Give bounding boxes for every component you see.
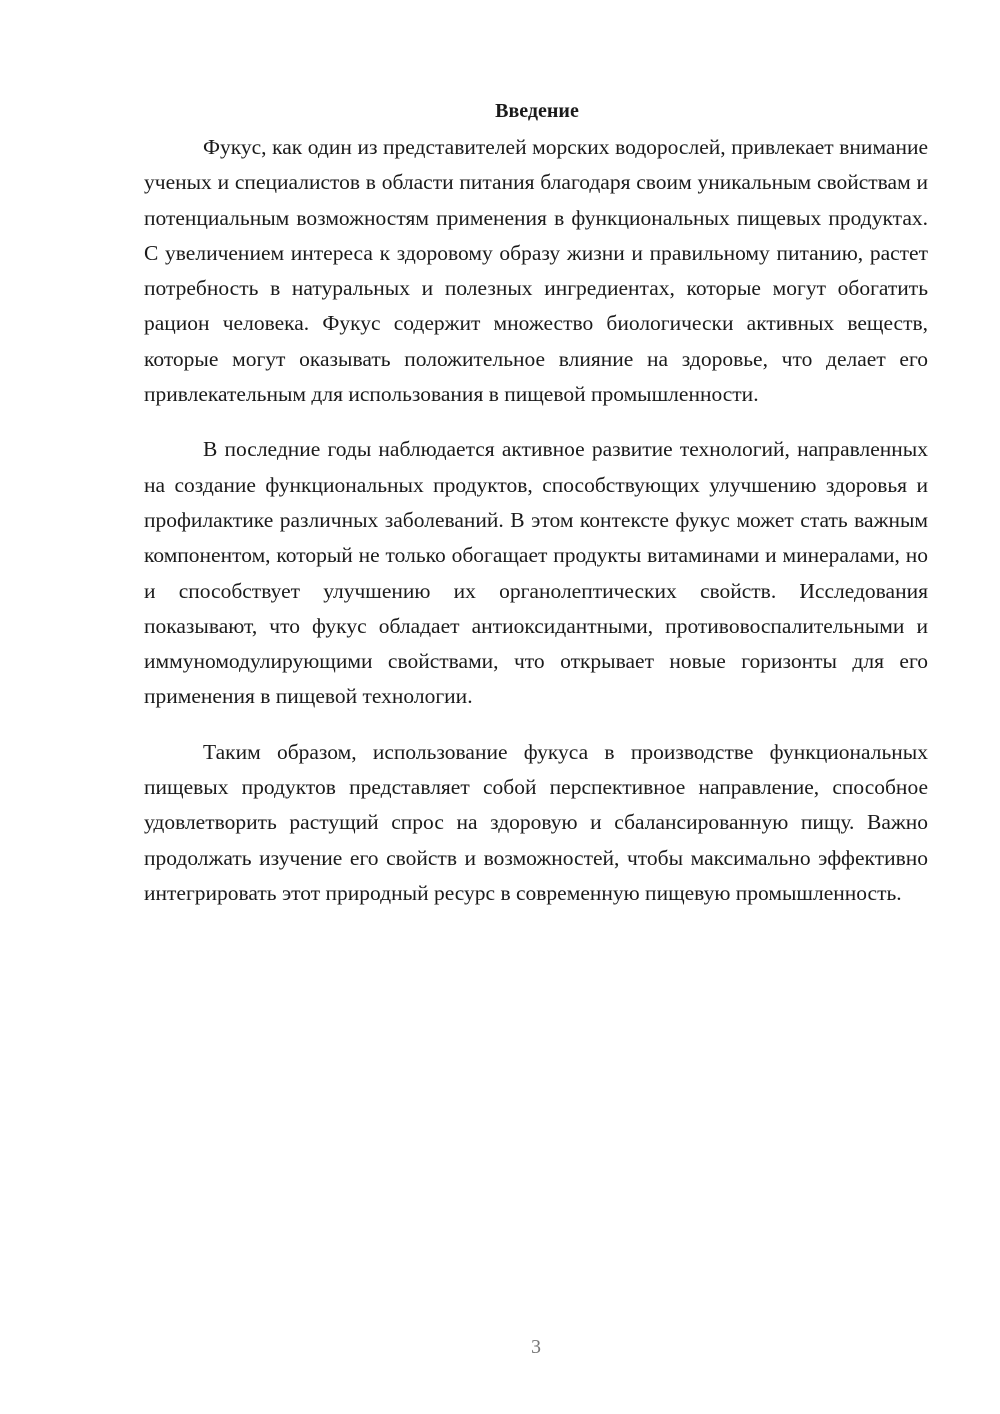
document-body bbox=[144, 96, 928, 931]
paragraph-1: Фукус, как один из представителей морских водорослей, привлекает внимание ученых и специалистов в области питания благодаря своим уникальным свойствам и потенциальным возможностям применения в функциональных пищевых продуктах. С увеличением интереса к здоровому образу жизни и правильному питанию, растет потребность в натуральных и полезных ингредиентах, которые могут обогатить рацион человека. Фукус содержит множество биологически активных веществ, которые могут оказывать положительное влияние на здоровье, что делает его привлекательным для использования в пищевой промышленности. bbox=[144, 135, 928, 407]
section-heading: Введение bbox=[495, 100, 579, 122]
page-number: 3 bbox=[531, 1336, 541, 1358]
paragraph-3: Таким образом, использование фукуса в производстве функциональных пищевых продуктов представляет собой перспективное направление, способное удовлетворить растущий спрос на здоровую и сбалансированную пищу. Важно продолжать изучение его свойств и возможностей, чтобы максимально эффективно интегрировать этот природный ресурс в современную пищевую промышленность. bbox=[144, 739, 928, 905]
paragraph-2: В последние годы наблюдается активное развитие технологий, направленных на создание функциональных продуктов, способствующих улучшению здоровья и профилактике различных заболеваний. В этом контексте фукус может стать важным компонентом, который не только обогащает продукты витаминами и минералами, но и способствует улучшению их органолептических свойств. Исследования показывают, что фукус обладает антиоксидантными, противовоспалительными и иммуномодулирующими свойствами, что открывает новые горизонты для его применения в пищевой технологии. bbox=[144, 437, 928, 709]
